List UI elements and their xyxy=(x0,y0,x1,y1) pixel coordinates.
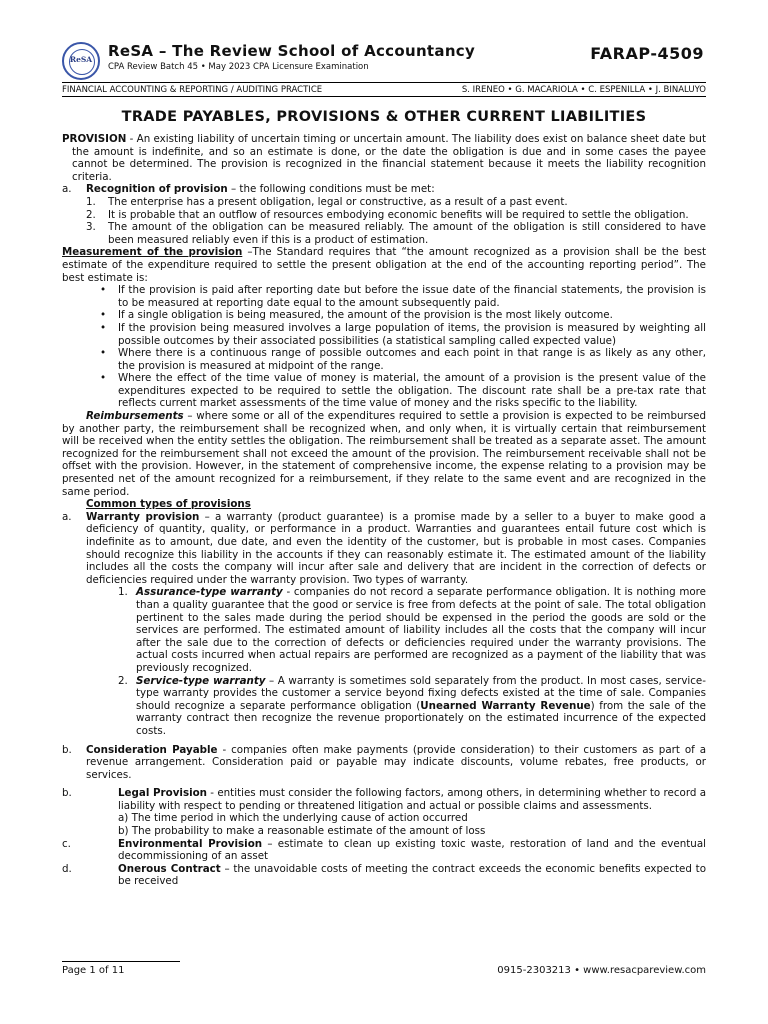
service-text: – A warranty is sometimes sold separately from the product. In most cases, service-type warranty provides the customer a service beyond fixing defects existed at the time of sale. Companies should recognize a separate performance obligation ( xyxy=(136,674,706,712)
document-code: FARAP-4509 xyxy=(590,44,704,63)
page-number: Page 1 of 11 xyxy=(62,965,125,976)
recognition-intro: – the following conditions must be met: xyxy=(227,183,435,196)
logo-text: ReSA xyxy=(69,55,93,64)
assurance-num: 1. xyxy=(118,586,128,599)
legal-term: Legal Provision xyxy=(118,787,208,800)
batch-info: CPA Review Batch 45 • May 2023 CPA Licensure Examination xyxy=(108,62,369,72)
recognition-item: 1. The enterprise has a present obligation, legal or constructive, as a result of a past event. xyxy=(86,195,568,208)
measurement-paragraph xyxy=(62,246,706,284)
measurement-bullet: • If the provision is paid after reporting date but before the issue date of the financial statements, the provision is to be measured at reporting date equal to the amount subsequently paid. xyxy=(100,284,706,309)
bullet-text: If a single obligation is being measured, the amount of the provision is the most likely outcome. xyxy=(118,309,613,322)
service-num: 2. xyxy=(118,674,128,687)
recognition-item-text: It is probable that an outflow of resources embodying economic benefits will be required to settle the obligation. xyxy=(108,208,689,221)
service-text-end: ) from the sale of the warranty contract then recognize the revenue proportionately on the estimated incurrence of the expected costs. xyxy=(136,699,706,737)
legal-factor: a) The time period in which the underlying cause of action occurred xyxy=(118,812,468,825)
bullet-text: If the provision is paid after reporting date but before the issue date of the financial statements, the provision is to be measured at reporting date equal to the amount subsequently paid. xyxy=(118,284,706,309)
page-title: TRADE PAYABLES, PROVISIONS & OTHER CURRENT LIABILITIES xyxy=(121,109,647,125)
measurement-bullet: • If the provision being measured involves a large population of items, the provision is measured by weighting all possible outcomes by their associated possibilities (a statistical sampling called expected value) xyxy=(100,321,706,347)
document-body xyxy=(62,133,706,888)
assurance-text: - companies do not record a separate performance obligation. It is nothing more than a quality guarantee that the good or service is free from defects at the point of sale. The total obligation pertinent to the sales made during the period should be expensed in the period the goods are sold or the services are performed. The estimated amount of liability includes all the costs that the company will incur after the sale due to the correction of defects or deficiencies required under the warranty provisions. The actual costs incurred when actual repairs are performed are recognized as a payment of the liability that was previously recognized. xyxy=(136,586,706,674)
consideration-section xyxy=(62,744,706,782)
onerous-text: – the unavoidable costs of meeting the contract exceeds the economic benefits expected to be received xyxy=(118,862,706,888)
measurement-bullet: • If a single obligation is being measured, the amount of the provision is the most likely outcome. xyxy=(62,309,706,322)
subheader-divider xyxy=(62,96,706,97)
consideration-text: - companies often make payments (provide consideration) to their customers as part of a revenue arrangement. Consideration paid or payable may indicate discounts, volume rebates, free products, or services. xyxy=(86,743,707,781)
warranty-letter: a. xyxy=(62,510,72,523)
unearned-warranty-revenue: Unearned Warranty Revenue xyxy=(420,699,591,712)
legal-text: - entities must consider the following factors, among others, in determining whether to record a liability with respect to pending or threatened litigation and actual or possible claims and assessments. xyxy=(118,787,707,812)
reimbursements-text: – where some or all of the expenditures required to settle a provision is expected to be reimbursed by another party, the reimbursement shall be recognized when, and only when, it is virtually certain that reimbursement will be received when the entity settles the obligation. The reimbursement shall be treated as a separate asset. The amount recognized for the reimbursement shall not exceed the amount of the provision. The reimbursement receivable shall not be offset with the provision. However, in the statement of comprehensive income, the expense relating to a provision may be presented net of the amount recognized for a reimbursement, if they relate to the same event and are recognized in the same period. xyxy=(62,410,706,498)
legal-letter: b. xyxy=(62,787,72,800)
consideration-term: Consideration Payable xyxy=(86,743,218,756)
warranty-text: – a warranty (product guarantee) is a promise made by a seller to a buyer to make good a deficiency of quantity, quality, or performance in a product. Warranties and guarantees entail future cost which is indefinite as to amount, due date, and even the identity of the customer, but is probable in most cases. Companies should recognize this liability in the accounts if they can reasonably estimate it. The estimated amount of the liability includes all the costs the company will incur after sale and delivery that are incident in the correction of defects or deficiencies required under the warranty provision. Two types of warranty. xyxy=(86,510,706,586)
assurance-term: Assurance-type warranty xyxy=(136,586,283,599)
measurement-bullet: • Where there is a continuous range of possible outcomes and each point in that range is as likely as any other, the provision is measured at midpoint of the range. xyxy=(100,347,706,372)
onerous-term: Onerous Contract xyxy=(118,862,221,875)
document-page xyxy=(62,38,706,888)
legal-section xyxy=(62,787,706,812)
warranty-section xyxy=(62,511,706,587)
recognition-heading: Recognition of provision xyxy=(86,183,228,196)
contact-info: 0915-2303213 • www.resacpareview.com xyxy=(497,965,706,976)
provision-text: - An existing liability of uncertain timing or uncertain amount. The liability does exist on balance sheet date but the amount is indefinite, and so an estimate is done, or the date the obligation is due and in some cases the payee cannot be determined. The provision is recognized in the financial statement because it meets the liability recognition criteria. xyxy=(72,133,706,183)
consideration-letter: b. xyxy=(62,743,72,756)
recognition-item: 3. The amount of the obligation can be measured reliably. The amount of the obligation is still considered to have been measured reliably even if this is a product of estimation. xyxy=(86,221,706,246)
environmental-section xyxy=(62,838,706,863)
recognition-item: 2. It is probable that an outflow of resources embodying economic benefits will be required to settle the obligation. xyxy=(86,208,689,221)
header xyxy=(62,38,706,82)
provision-definition xyxy=(62,133,706,183)
footer-divider xyxy=(62,961,180,962)
bullet-text: If the provision being measured involves a large population of items, the provision is measured by weighting all possible outcomes by their associated possibilities (a statistical sampling called expected value) xyxy=(118,321,706,347)
measurement-text: –The Standard requires that “the amount recognized as a provision shall be the best estimate of the expenditure required to settle the present obligation at the end of the accounting reporting period”. The best estimate is: xyxy=(62,246,706,284)
subheader xyxy=(62,83,706,96)
subject: FINANCIAL ACCOUNTING & REPORTING / AUDITING PRACTICE xyxy=(62,85,323,95)
service-term: Service-type warranty xyxy=(136,674,266,687)
measurement-heading: Measurement of the provision xyxy=(62,246,243,259)
resa-logo xyxy=(62,42,100,80)
environmental-letter: c. xyxy=(62,837,71,850)
service-warranty xyxy=(62,675,706,738)
bullet-text: Where the effect of the time value of money is material, the amount of a provision is the present value of the expenditures expected to be required to settle the obligation. The discount rate shall be a pre-tax rate that reflects current market assessments of the time value of money and the risks specific to the liability. xyxy=(118,372,706,410)
onerous-section xyxy=(62,863,706,888)
recognition-section xyxy=(62,183,706,196)
measurement-bullet: • Where the effect of the time value of money is material, the amount of a provision is the present value of the expenditures expected to be required to settle the obligation. The discount rate shall be a pre-tax rate that reflects current market assessments of the time value of money and the risks specific to the liability. xyxy=(100,372,706,410)
reimbursements-paragraph xyxy=(62,410,706,498)
warranty-term: Warranty provision xyxy=(86,510,200,523)
environmental-term: Environmental Provision xyxy=(118,837,263,850)
recognition-item-text: The enterprise has a present obligation, legal or constructive, as a result of a past event. xyxy=(108,195,568,208)
authors: S. IRENEO • G. MACARIOLA • C. ESPENILLA • J. BINALUYO xyxy=(461,85,706,95)
environmental-text: – estimate to clean up existing toxic waste, restoration of land and the eventual decommissioning of an asset xyxy=(118,837,706,863)
reimbursements-term: Reimbursements xyxy=(86,410,184,423)
common-types-heading: Common types of provisions xyxy=(86,498,251,511)
legal-factor: b) The probability to make a reasonable estimate of the amount of loss xyxy=(118,825,486,838)
recognition-item-text: The amount of the obligation can be measured reliably. The amount of the obligation is still considered to have been measured reliably even if this is a product of estimation. xyxy=(108,221,706,246)
onerous-letter: d. xyxy=(62,862,72,875)
provision-term: PROVISION xyxy=(62,133,127,145)
recognition-letter: a. xyxy=(62,183,72,196)
assurance-warranty xyxy=(62,586,706,674)
bullet-text: Where there is a continuous range of possible outcomes and each point in that range is as likely as any other, the provision is measured at midpoint of the range. xyxy=(118,347,706,372)
school-name: ReSA – The Review School of Accountancy xyxy=(108,42,476,60)
